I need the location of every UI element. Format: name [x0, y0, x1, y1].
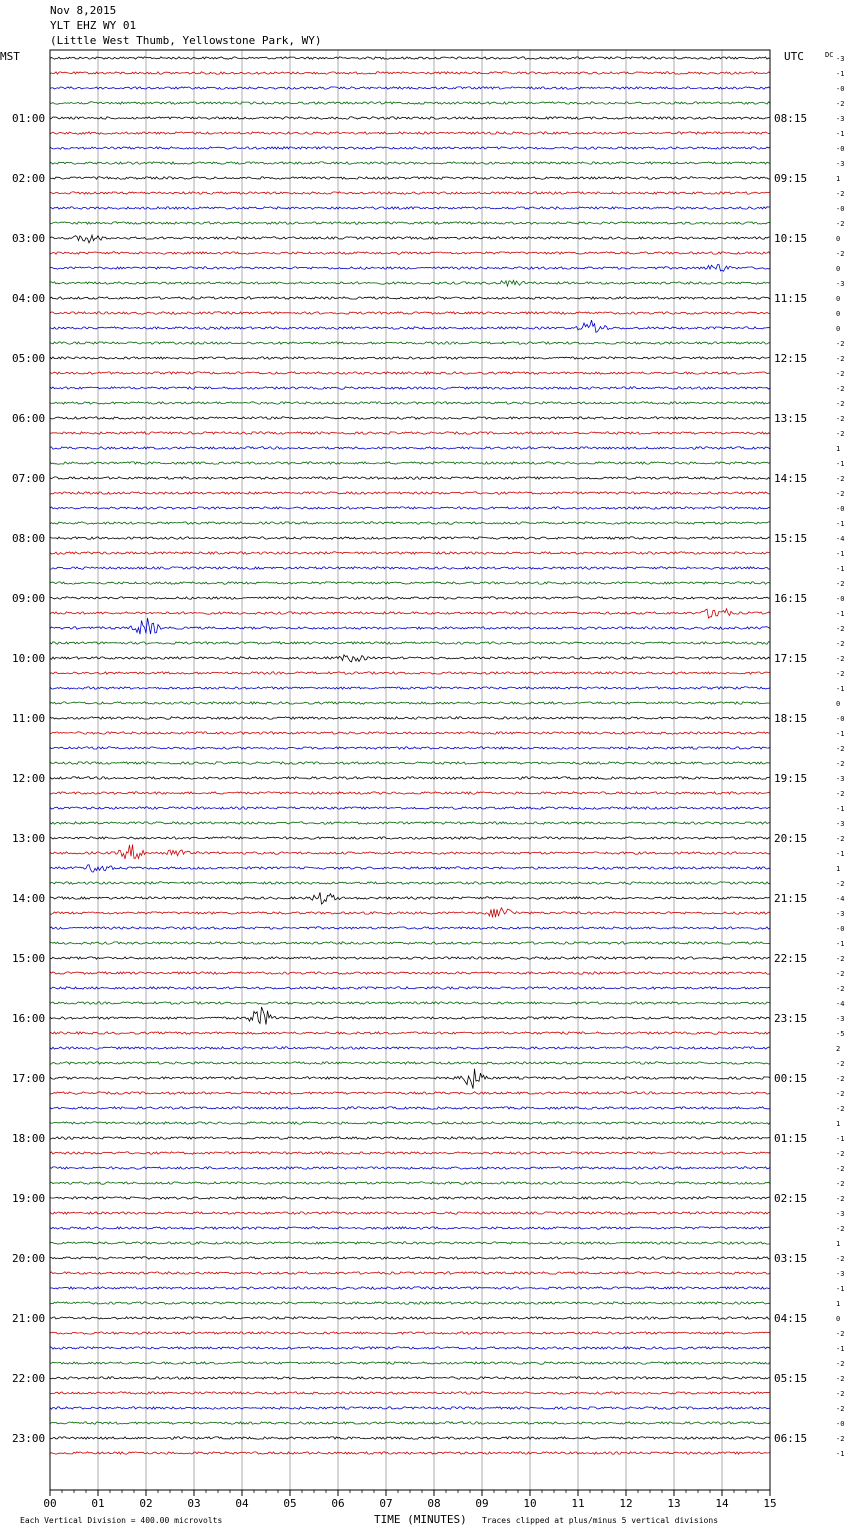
seismic-trace [50, 57, 770, 59]
dc-offset-label: -2 [836, 1405, 845, 1413]
dc-offset-label: -2 [836, 430, 845, 438]
seismic-trace [50, 387, 770, 389]
seismic-trace [50, 837, 770, 839]
dc-offset-label: -1 [836, 520, 845, 528]
dc-offset-label: -2 [836, 835, 845, 843]
dc-offset-label: -1 [836, 460, 845, 468]
seismic-trace [50, 297, 770, 299]
dc-offset-label: -1 [836, 685, 845, 693]
seismic-trace [50, 552, 770, 554]
seismic-trace [50, 609, 770, 618]
seismic-trace [50, 1287, 770, 1289]
hour-label-right: 06:15 [774, 1432, 808, 1445]
seismic-trace [50, 265, 770, 272]
seismic-trace [50, 672, 770, 674]
dc-offset-label: -1 [836, 1135, 845, 1143]
dc-offset-label: -3 [836, 115, 845, 123]
seismic-trace [50, 537, 770, 539]
dc-offset-label: 0 [836, 295, 841, 303]
dc-offset-label: -2 [836, 985, 845, 993]
dc-offset-label: -1 [836, 730, 845, 738]
hour-label-left: 15:00 [12, 952, 46, 965]
seismic-trace [50, 320, 770, 332]
x-tick-label: 06 [331, 1497, 345, 1510]
dc-offset-label: -3 [836, 280, 845, 288]
seismic-trace [50, 477, 770, 479]
seismic-trace [50, 892, 770, 904]
plot-frame [50, 50, 770, 1490]
dc-offset-label: -4 [836, 1000, 845, 1008]
dc-offset-label: -2 [836, 340, 845, 348]
dc-offset-label: -2 [836, 1390, 845, 1398]
seismic-trace [50, 1452, 770, 1454]
dc-offset-label: 1 [836, 1240, 841, 1248]
dc-offset-label: 0 [836, 700, 841, 708]
hour-label-right: 23:15 [774, 1012, 808, 1025]
dc-offset-label: -2 [836, 1375, 845, 1383]
dc-offset-label: -2 [836, 1330, 845, 1338]
seismic-trace [50, 747, 770, 749]
hour-label-left: 14:00 [12, 892, 46, 905]
seismic-trace [50, 845, 770, 859]
dc-offset-label: -0 [836, 145, 845, 153]
dc-offset-label: -2 [836, 1255, 845, 1263]
x-tick-label: 14 [715, 1497, 729, 1510]
dc-offset-label: -1 [836, 70, 845, 78]
dc-offset-label: -2 [836, 655, 845, 663]
seismic-trace [50, 1272, 770, 1274]
x-tick-label: 08 [427, 1497, 441, 1510]
seismic-trace [50, 972, 770, 974]
seismic-trace [50, 1122, 770, 1124]
chart-station: YLT EHZ WY 01 [50, 19, 137, 32]
seismic-trace [50, 597, 770, 599]
hour-label-left: 12:00 [12, 772, 46, 785]
hour-label-left: 11:00 [12, 712, 46, 725]
seismic-trace [50, 312, 770, 314]
hour-label-right: 16:15 [774, 592, 808, 605]
hour-label-left: 02:00 [12, 172, 46, 185]
dc-offset-label: 1 [836, 175, 841, 183]
seismic-trace [50, 1032, 770, 1034]
hour-label-right: 09:15 [774, 172, 808, 185]
dc-offset-label: -1 [836, 1450, 845, 1458]
dc-offset-label: -2 [836, 1060, 845, 1068]
hour-label-right: 01:15 [774, 1132, 808, 1145]
dc-offset-label: -2 [836, 490, 845, 498]
dc-offset-label: -2 [836, 955, 845, 963]
dc-offset-label: -2 [836, 1150, 845, 1158]
hour-label-right: 11:15 [774, 292, 808, 305]
seismic-trace [50, 687, 770, 689]
seismic-trace [50, 582, 770, 584]
seismic-trace [50, 882, 770, 884]
seismic-trace [50, 1347, 770, 1349]
hour-label-left: 07:00 [12, 472, 46, 485]
seismic-trace [50, 655, 770, 662]
seismic-trace [50, 822, 770, 824]
seismic-trace [50, 357, 770, 359]
seismic-trace [50, 567, 770, 569]
dc-offset-label: 2 [836, 1045, 841, 1053]
dc-offset-label: -2 [836, 1075, 845, 1083]
dc-offset-label: -2 [836, 415, 845, 423]
seismic-trace [50, 87, 770, 89]
dc-offset-label: -2 [836, 355, 845, 363]
dc-offset-label: -2 [836, 400, 845, 408]
seismic-trace [50, 507, 770, 509]
seismic-trace [50, 462, 770, 464]
left-zone-label: MST [0, 50, 20, 63]
hour-label-left: 09:00 [12, 592, 46, 605]
hour-label-right: 17:15 [774, 652, 808, 665]
right-zone-label: UTC [784, 50, 804, 63]
seismic-trace [50, 192, 770, 194]
dc-offset-label: -0 [836, 505, 845, 513]
dc-offset-label: -2 [836, 670, 845, 678]
dc-offset-label: -0 [836, 1420, 845, 1428]
dc-offset-label: -1 [836, 940, 845, 948]
seismic-trace [50, 927, 770, 929]
dc-offset-label: -3 [836, 1210, 845, 1218]
x-tick-label: 10 [523, 1497, 537, 1510]
dc-offset-label: -2 [836, 790, 845, 798]
dc-offset-label: -2 [836, 475, 845, 483]
seismic-trace [50, 235, 770, 243]
dc-offset-label: 0 [836, 235, 841, 243]
dc-offset-label: -3 [836, 820, 845, 828]
x-tick-label: 11 [571, 1497, 585, 1510]
seismic-trace [50, 908, 770, 918]
dc-offset-label: -2 [836, 250, 845, 258]
dc-offset-label: -2 [836, 970, 845, 978]
hour-label-left: 21:00 [12, 1312, 46, 1325]
dc-offset-label: -0 [836, 205, 845, 213]
seismic-trace [50, 1007, 770, 1025]
hour-label-right: 12:15 [774, 352, 808, 365]
seismic-trace [50, 207, 770, 209]
dc-offset-label: -4 [836, 535, 845, 543]
dc-offset-label: -2 [836, 190, 845, 198]
seismic-trace [50, 957, 770, 959]
hour-label-left: 17:00 [12, 1072, 46, 1085]
hour-label-right: 20:15 [774, 832, 808, 845]
hour-label-left: 10:00 [12, 652, 46, 665]
seismic-trace [50, 447, 770, 449]
hour-label-right: 22:15 [774, 952, 808, 965]
seismic-trace [50, 372, 770, 374]
seismic-trace [50, 102, 770, 104]
seismic-trace [50, 222, 770, 224]
seismic-trace [50, 132, 770, 134]
dc-offset-label: 1 [836, 1120, 841, 1128]
dc-offset-label: -1 [836, 1345, 845, 1353]
dc-offset-label: -2 [836, 1090, 845, 1098]
x-tick-label: 05 [283, 1497, 297, 1510]
dc-offset-label: 0 [836, 1315, 841, 1323]
dc-offset-label: -3 [836, 1015, 845, 1023]
hour-label-left: 18:00 [12, 1132, 46, 1145]
dc-offset-label: -1 [836, 565, 845, 573]
dc-offset-label: -2 [836, 100, 845, 108]
chart-location: (Little West Thumb, Yellowstone Park, WY) [50, 34, 322, 47]
label-group [12, 55, 844, 1510]
dc-offset-label: -1 [836, 805, 845, 813]
dc-offset-label: -2 [836, 385, 845, 393]
x-axis-title: TIME (MINUTES) [374, 1513, 467, 1526]
seismic-trace [50, 1407, 770, 1409]
seismic-trace [50, 177, 770, 179]
seismic-trace [50, 702, 770, 704]
x-tick-label: 03 [187, 1497, 201, 1510]
x-tick-label: 01 [91, 1497, 105, 1510]
hour-label-left: 06:00 [12, 412, 46, 425]
dc-offset-label: -2 [836, 625, 845, 633]
dc-offset-label: -3 [836, 775, 845, 783]
dc-offset-label: -2 [836, 1435, 845, 1443]
dc-offset-label: -0 [836, 595, 845, 603]
seismic-trace [50, 1092, 770, 1094]
seismic-trace [50, 1392, 770, 1394]
seismic-trace [50, 1002, 770, 1004]
dc-offset-label: -2 [836, 220, 845, 228]
seismic-trace [50, 1062, 770, 1064]
x-tick-label: 15 [763, 1497, 777, 1510]
chart-date: Nov 8,2015 [50, 4, 117, 17]
hour-label-left: 22:00 [12, 1372, 46, 1385]
seismic-trace [50, 1377, 770, 1379]
x-tick-label: 00 [43, 1497, 57, 1510]
hour-label-right: 03:15 [774, 1252, 808, 1265]
hour-label-right: 02:15 [774, 1192, 808, 1205]
seismic-trace [50, 1422, 770, 1424]
seismic-trace [50, 1332, 770, 1334]
dc-label: DC [825, 51, 834, 59]
seismic-trace [50, 1362, 770, 1364]
dc-offset-label: -2 [836, 1165, 845, 1173]
hour-label-left: 03:00 [12, 232, 46, 245]
dc-offset-label: -2 [836, 1225, 845, 1233]
dc-offset-label: -4 [836, 895, 845, 903]
dc-offset-label: -1 [836, 550, 845, 558]
seismic-trace [50, 618, 770, 634]
dc-offset-label: -2 [836, 1360, 845, 1368]
seismic-trace [50, 162, 770, 164]
dc-offset-label: -2 [836, 370, 845, 378]
seismic-trace [50, 807, 770, 809]
dc-offset-label: -1 [836, 850, 845, 858]
seismic-trace [50, 762, 770, 764]
x-tick-label: 12 [619, 1497, 633, 1510]
seismic-trace [50, 987, 770, 989]
hour-label-right: 10:15 [774, 232, 808, 245]
dc-offset-label: -2 [836, 1180, 845, 1188]
seismic-trace [50, 417, 770, 419]
seismic-trace [50, 402, 770, 404]
dc-offset-label: -1 [836, 1285, 845, 1293]
seismic-trace [50, 717, 770, 719]
hour-label-left: 20:00 [12, 1252, 46, 1265]
dc-offset-label: -0 [836, 925, 845, 933]
dc-offset-label: 1 [836, 445, 841, 453]
x-tick-label: 09 [475, 1497, 489, 1510]
dc-offset-label: 0 [836, 265, 841, 273]
dc-offset-label: -3 [836, 910, 845, 918]
hour-label-left: 01:00 [12, 112, 46, 125]
seismic-trace [50, 1437, 770, 1439]
hour-label-left: 08:00 [12, 532, 46, 545]
hour-label-right: 08:15 [774, 112, 808, 125]
hour-label-left: 19:00 [12, 1192, 46, 1205]
seismic-trace [50, 342, 770, 344]
dc-offset-label: -2 [836, 1105, 845, 1113]
dc-offset-label: -3 [836, 160, 845, 168]
seismic-trace [50, 1257, 770, 1259]
hour-label-left: 05:00 [12, 352, 46, 365]
hour-label-right: 15:15 [774, 532, 808, 545]
seismic-trace [50, 1107, 770, 1109]
hour-label-left: 04:00 [12, 292, 46, 305]
hour-label-right: 18:15 [774, 712, 808, 725]
seismic-trace [50, 642, 770, 644]
seismic-trace [50, 1212, 770, 1214]
dc-offset-label: -2 [836, 880, 845, 888]
seismic-trace [50, 252, 770, 254]
seismic-trace [50, 777, 770, 779]
x-tick-label: 04 [235, 1497, 249, 1510]
dc-offset-label: -2 [836, 580, 845, 588]
trace-group [50, 57, 770, 1454]
seismic-trace [50, 1302, 770, 1304]
seismic-trace [50, 1167, 770, 1169]
dc-offset-label: 1 [836, 1300, 841, 1308]
seismic-trace [50, 865, 770, 872]
seismic-trace [50, 432, 770, 434]
dc-offset-label: 1 [836, 865, 841, 873]
hour-label-right: 21:15 [774, 892, 808, 905]
seismic-trace [50, 1182, 770, 1184]
scale-note: Each Vertical Division = 400.00 microvolts [20, 1516, 223, 1525]
seismic-trace [50, 1197, 770, 1199]
seismic-trace [50, 1069, 770, 1089]
dc-offset-label: 0 [836, 310, 841, 318]
hour-label-left: 16:00 [12, 1012, 46, 1025]
hour-label-right: 13:15 [774, 412, 808, 425]
x-tick-label: 02 [139, 1497, 153, 1510]
dc-offset-label: -3 [836, 55, 845, 63]
hour-label-left: 13:00 [12, 832, 46, 845]
seismic-trace [50, 732, 770, 734]
seismic-trace [50, 280, 770, 286]
dc-offset-label: -2 [836, 1195, 845, 1203]
dc-offset-label: -0 [836, 715, 845, 723]
seismic-trace [50, 522, 770, 524]
seismic-trace [50, 72, 770, 74]
x-tick-label: 13 [667, 1497, 681, 1510]
seismic-trace [50, 1227, 770, 1229]
dc-offset-label: -3 [836, 1270, 845, 1278]
seismic-trace [50, 117, 770, 119]
seismic-trace [50, 1137, 770, 1139]
hour-label-right: 00:15 [774, 1072, 808, 1085]
seismic-trace [50, 492, 770, 494]
dc-offset-label: -2 [836, 745, 845, 753]
clip-note: Traces clipped at plus/minus 5 vertical divisions [482, 1516, 719, 1525]
dc-offset-label: -2 [836, 640, 845, 648]
dc-offset-label: -0 [836, 85, 845, 93]
seismic-trace [50, 942, 770, 944]
hour-label-right: 19:15 [774, 772, 808, 785]
x-tick-label: 07 [379, 1497, 393, 1510]
dc-offset-label: 0 [836, 325, 841, 333]
seismic-trace [50, 1152, 770, 1154]
hour-label-right: 05:15 [774, 1372, 808, 1385]
dc-offset-label: -5 [836, 1030, 845, 1038]
dc-offset-label: -1 [836, 610, 845, 618]
seismic-trace [50, 147, 770, 149]
dc-offset-label: -2 [836, 760, 845, 768]
hour-label-right: 04:15 [774, 1312, 808, 1325]
hour-label-right: 14:15 [774, 472, 808, 485]
dc-offset-label: -1 [836, 130, 845, 138]
seismic-trace [50, 1317, 770, 1319]
hour-label-left: 23:00 [12, 1432, 46, 1445]
seismic-trace [50, 792, 770, 794]
seismic-trace [50, 1242, 770, 1244]
seismic-trace [50, 1047, 770, 1049]
